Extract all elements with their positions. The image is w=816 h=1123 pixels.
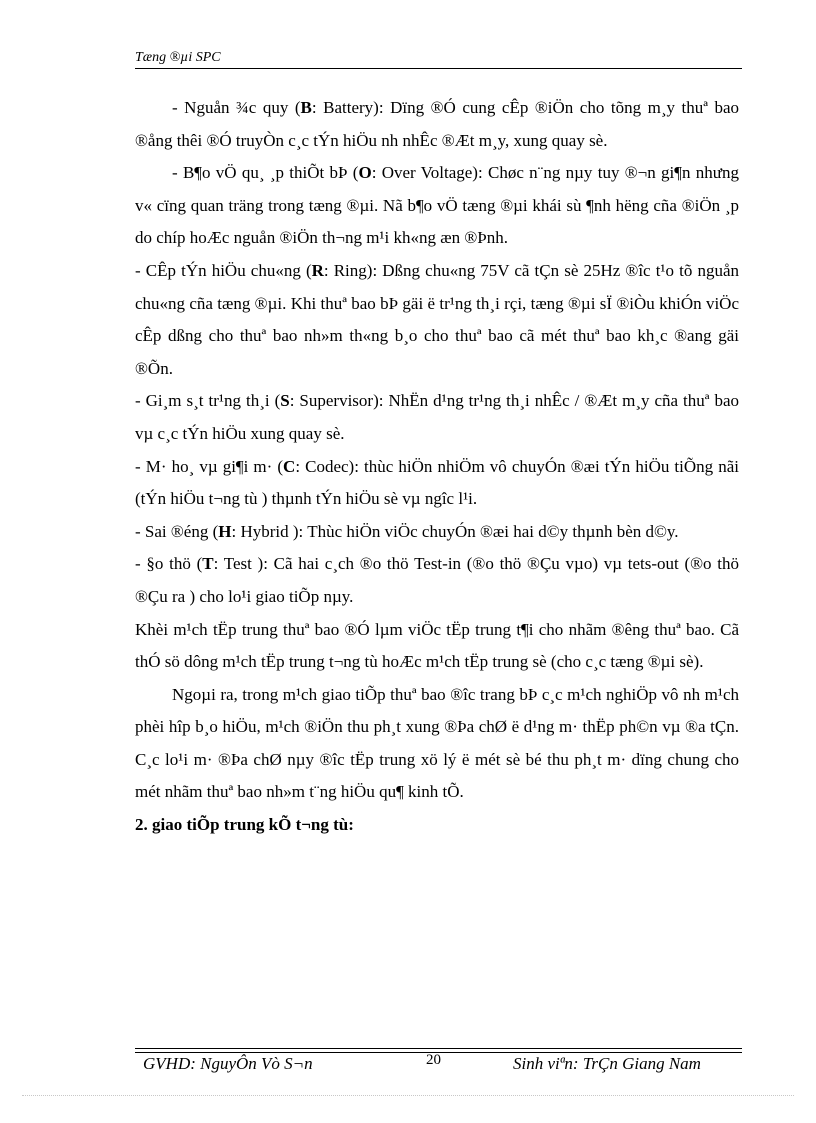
page-boundary bbox=[22, 1095, 794, 1096]
footer-supervisor: GVHD: NguyÔn Vò S¬n bbox=[143, 1054, 313, 1073]
header-rule bbox=[135, 68, 742, 69]
text-segment: : Codec): thùc hiÖn nhiÖm vô chuyÓn ®æi tÝn hiÖu tiÕng nãi (tÝn hiÖu t¬ng tù ) thµnh tÝn hiÖu sè vµ ngîc l¹i. bbox=[135, 456, 739, 509]
bold-abbrev: O bbox=[358, 163, 372, 183]
paragraph-hybrid bbox=[135, 516, 739, 549]
text-segment: - B¶o vÖ qu¸ ¸p thiÕt bÞ ( bbox=[172, 163, 359, 183]
text-segment: : Over Voltage): Chøc n¨ng nµy tuy ®¬n gi¶n nhưng v« cïng quan träng trong tæng ®µi. Nã b¶o vÖ tæng ®µi khái sù ¶nh hëng cña ®iÖn ¸p do chíp hoÆc nguån ®iÖn th¬ng m¹i kh«ng æn ®Þnh. bbox=[135, 163, 739, 248]
paragraph-ring bbox=[135, 255, 739, 385]
paragraph-signaling bbox=[135, 679, 739, 809]
page-number: 20 bbox=[426, 1052, 441, 1068]
document-body bbox=[135, 92, 739, 842]
footer-rule bbox=[135, 1048, 742, 1049]
text-segment: : Test ): Cã hai c¸ch ®o thö Test-in (®o thö ®Çu vµo) vµ tets-out (®o thö ®Çu ra ) cho lo¹i giao tiÕp nµy. bbox=[135, 554, 740, 606]
text-segment: : Battery): Dïng ®Ó cung cÊp ®iÖn cho tõng m¸y thuª bao ®ång thêi ®Ó truyÒn c¸c tÝn hiÖu nh nhÊc ®Æt m¸y, xung quay sè. bbox=[135, 98, 739, 150]
paragraph-concentrator bbox=[135, 614, 739, 679]
text-segment: - Nguån ¾c quy ( bbox=[172, 98, 301, 117]
text-segment: - §o thö ( bbox=[135, 554, 203, 574]
text-segment: - Gi¸m s¸t tr¹ng th¸i ( bbox=[135, 391, 281, 411]
section-heading: 2. giao tiÕp trung kÕ t¬ng tù: bbox=[135, 815, 354, 835]
bold-abbrev: R bbox=[311, 260, 324, 280]
bold-abbrev: H bbox=[218, 521, 232, 541]
text-segment: - Sai ®éng ( bbox=[135, 521, 219, 541]
paragraph-battery bbox=[135, 92, 739, 157]
bold-abbrev: C bbox=[283, 456, 296, 476]
text-segment: : Supervisor): NhËn d¹ng tr¹ng th¸i nhÊc / ®Æt m¸y cña thuª bao vµ c¸c tÝn hiÖu xung quay sè. bbox=[135, 391, 739, 443]
bold-abbrev: S bbox=[280, 391, 290, 411]
page-header: Tæng ®µi SPC bbox=[135, 50, 221, 65]
paragraph-over-voltage bbox=[135, 157, 739, 255]
text-segment: - CÊp tÝn hiÖu chu«ng ( bbox=[135, 260, 312, 280]
text-segment: Ngoµi ra, trong m¹ch giao tiÕp thuª bao ®îc trang bÞ c¸c m¹ch nghiÖp vô nh m¹ch phèi hîp b¸o hiÖu, m¹ch ®iÖn thu ph¸t xung ®Þa chØ ë d¹ng m· thËp ph©n vµ ®a tÇn. C¸c lo¹i m· ®Þa chØ nµy ®îc tËp trung xö lý ë mét sè bé thu ph¸t m· dïng chung cho mét nhãm thuª bao nh»m t¨ng hiÖu qu¶ kinh tÕ. bbox=[135, 684, 739, 802]
text-segment: : Ring): Dßng chu«ng 75V cã tÇn sè 25Hz ®îc t¹o tõ nguån chu«ng cña tæng ®µi. Khi thuª bao bÞ gäi ë tr¹ng th¸i rçi, tæng ®µi sÏ ®iÒu khiÓn viÖc cÊp dßng cho thuª bao nh»m th«ng b¸o cho thuª bao cã mét thuª bao kh¸c ®ang gäi ®Õn. bbox=[135, 260, 739, 378]
bold-abbrev: B bbox=[300, 98, 312, 117]
paragraph-supervisor bbox=[135, 385, 739, 450]
text-segment: - M· ho¸ vµ gi¶i m· ( bbox=[135, 456, 284, 476]
text-segment: : Hybrid ): Thùc hiÖn viÖc chuyÓn ®æi hai d©y thµnh bèn d©y. bbox=[231, 521, 679, 541]
text-segment: Khèi m¹ch tËp trung thuª bao ®Ó lµm viÖc tËp trung t¶i cho nhãm ®êng thuª bao. Cã thÓ sö dông m¹ch tËp trung t¬ng tù hoÆc m¹ch tËp trung sè (cho c¸c tæng ®µi sè). bbox=[135, 619, 739, 672]
bold-abbrev: T bbox=[202, 554, 214, 574]
paragraph-codec bbox=[135, 451, 739, 516]
footer-student: Sinh viªn: TrÇn Giang Nam bbox=[513, 1054, 701, 1073]
paragraph-test bbox=[135, 548, 739, 613]
